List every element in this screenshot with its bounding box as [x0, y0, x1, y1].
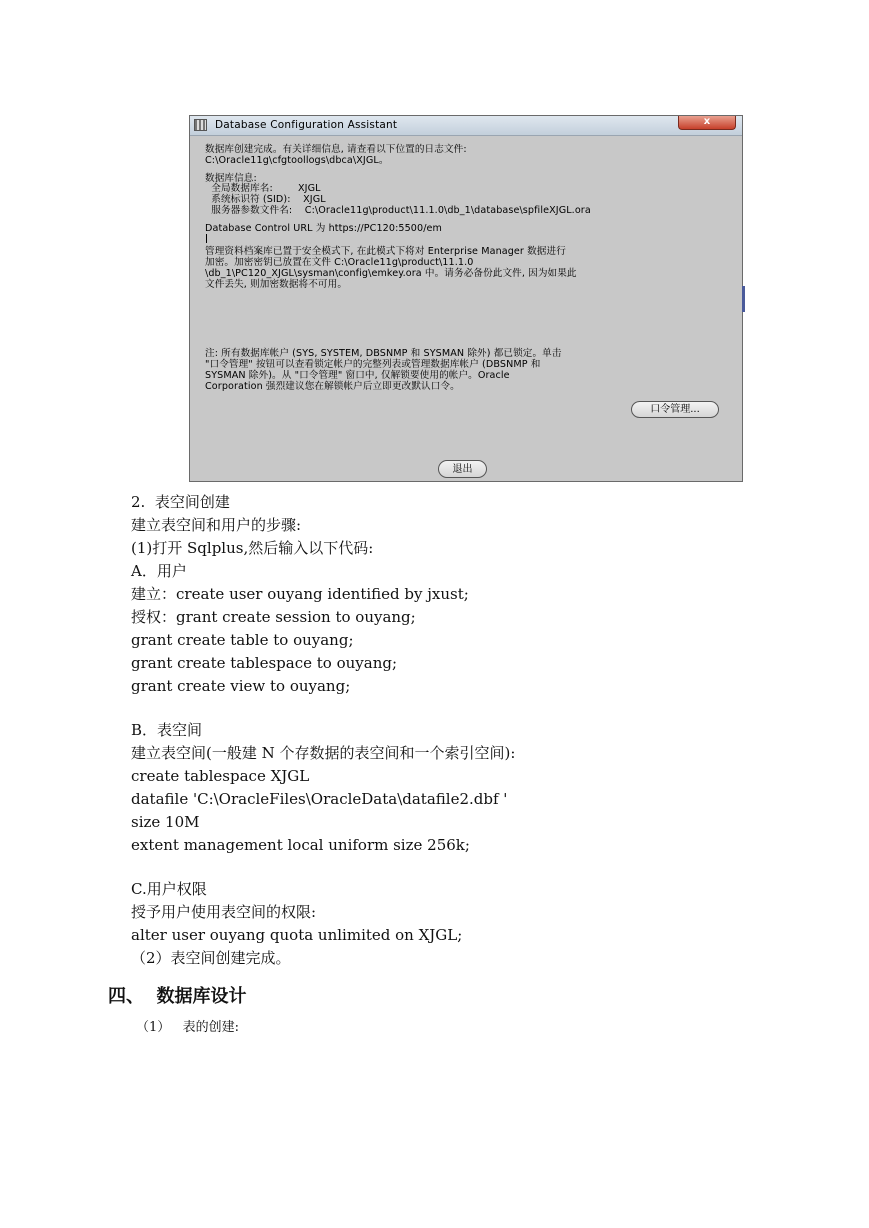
section-title: 2. 表空间创建 [131, 493, 230, 511]
code-line: 建立：create user ouyang identified by jxust; [131, 585, 469, 603]
dialog-title: Database Configuration Assistant [215, 119, 398, 131]
code-line: grant create table to ouyang; [131, 631, 354, 649]
close-button[interactable]: x [678, 116, 736, 130]
dialog-titlebar [190, 116, 742, 136]
text-line: A．用户 [131, 562, 187, 580]
text-cursor [206, 234, 207, 243]
note-line: SYSMAN 除外)。从 "口令管理" 窗口中, 仅解锁要使用的帐户。Oracle [205, 370, 510, 381]
dialog-line: 管理资料档案库已置于安全模式下, 在此模式下将对 Enterprise Manager 数据进行 [205, 246, 566, 257]
code-line: size 10M [131, 813, 200, 831]
text-line: 授予用户使用表空间的权限: [131, 903, 317, 921]
exit-button[interactable]: 退出 [438, 460, 487, 478]
text-line: C.用户权限 [131, 880, 207, 898]
note-line: Corporation 强烈建议您在解锁帐户后立即更改默认口令。 [205, 381, 460, 392]
code-line: 授权：grant create session to ouyang; [131, 608, 416, 626]
dialog-line: 全局数据库名: XJGL [205, 183, 321, 194]
note-line: "口令管理" 按钮可以查看锁定帐户的完整列表或管理数据库帐户 (DBSNMP 和 [205, 359, 541, 370]
code-line: alter user ouyang quota unlimited on XJGL; [131, 926, 463, 944]
dialog-line: C:\Oracle11g\cfgtoollogs\dbca\XJGL。 [205, 155, 389, 166]
code-line: grant create view to ouyang; [131, 677, 351, 695]
window-edge [742, 286, 745, 312]
dialog-line: \db_1\PC120_XJGL\sysman\config\emkey.ora 中。请务必备份此文件, 因为如果此 [205, 268, 577, 279]
dialog-line: 数据库创建完成。有关详细信息, 请查看以下位置的日志文件: [205, 144, 467, 155]
dialog-line: 文件丢失, 则加密数据将不可用。 [205, 279, 348, 290]
code-line: create tablespace XJGL [131, 767, 310, 785]
text-line: （2）表空间创建完成。 [131, 949, 291, 967]
dialog-line: Database Control URL 为 https://PC120:5500/em [205, 223, 442, 234]
text-line: 建立表空间和用户的步骤: [131, 516, 302, 534]
text-line: 建立表空间(一般建 N 个存数据的表空间和一个索引空间): [131, 744, 516, 762]
dialog-line: 系统标识符 (SID): XJGL [205, 194, 326, 205]
dialog-line: 数据库信息: [205, 173, 257, 184]
text-line: B．表空间 [131, 721, 203, 739]
code-line: grant create tablespace to ouyang; [131, 654, 398, 672]
dbca-dialog-screenshot [189, 115, 743, 482]
sub-item: （1） 表的创建: [136, 1020, 240, 1035]
app-icon [194, 119, 207, 131]
note-line: 注: 所有数据库帐户 (SYS, SYSTEM, DBSNMP 和 SYSMAN 除外) 都已锁定。单击 [205, 348, 562, 359]
password-management-button[interactable]: 口令管理... [631, 401, 719, 418]
code-line: extent management local uniform size 256k; [131, 836, 470, 854]
text-line: (1)打开 Sqlplus,然后输入以下代码: [131, 539, 374, 557]
section-heading: 四、 数据库设计 [108, 986, 247, 1007]
dialog-line: 加密。加密密钥已放置在文件 C:\Oracle11g\product\11.1.0 [205, 257, 474, 268]
code-line: datafile 'C:\OracleFiles\OracleData\datafile2.dbf ' [131, 790, 508, 808]
dialog-line: 服务器参数文件名: C:\Oracle11g\product\11.1.0\db_1\database\spfileXJGL.ora [205, 205, 591, 216]
